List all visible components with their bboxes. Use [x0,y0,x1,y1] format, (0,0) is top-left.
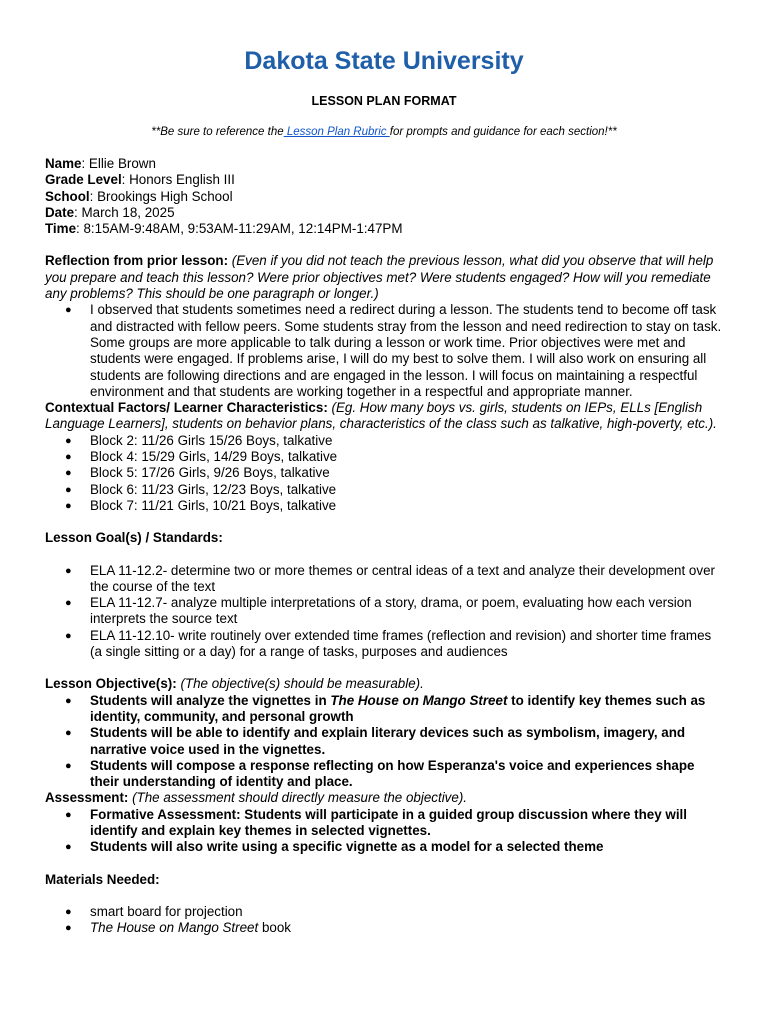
bullet-icon: ● [65,727,72,740]
goal-text: ELA 11-12.2- determine two or more themes or central ideas of a text and analyze their development over the course of the text [90,562,715,594]
material-text: smart board for projection [90,903,243,919]
objectives-prompt: (The objective(s) should be measurable). [176,676,424,692]
list-item [45,628,725,661]
list-item [45,433,725,449]
objectives-heading-line [45,676,725,692]
reflection-heading-line [45,253,725,302]
notice-suffix: for prompts and guidance for each section!** [389,126,617,138]
assessment-list [45,807,725,856]
assessment-text: Formative Assessment: Students will participate in a guided group discussion where they will identify and explain key themes in selected vignettes. [90,806,688,838]
list-item [45,465,725,481]
list-item [45,725,725,758]
bullet-icon: ● [65,483,72,496]
list-item [45,758,725,791]
materials-heading-line [45,872,725,888]
bullet-icon: ● [65,922,72,935]
bullet-icon: ● [65,451,72,464]
objective-1-before: Students will analyze the vignettes in [90,692,331,708]
list-item [45,920,725,936]
time-label: Time [45,221,77,237]
assessment-prompt: (The assessment should directly measure the objective). [128,790,467,806]
date-label: Date [45,204,75,220]
time-line [45,221,725,237]
block-text: Block 7: 11/21 Girls, 10/21 Boys, talkative [90,497,337,513]
school-line [45,189,725,205]
goals-heading: Lesson Goal(s) / Standards: [45,530,223,546]
bullet-icon: ● [65,434,72,447]
date-value: : March 18, 2025 [74,204,175,220]
bullet-icon: ● [65,499,72,512]
grade-value: : Honors English III [121,172,235,188]
bullet-icon: ● [65,905,72,918]
reflection-prompt: (Even if you did not teach the previous lesson, what did you observe that will help you prepare and teach this lesson? Were prior objectives met? Were students engaged? How will you remediate any problems? This should be one paragraph or longer.) [45,253,714,302]
lesson-plan-rubric-link[interactable]: Lesson Plan Rubric [283,126,390,138]
time-value: : 8:15AM-9:48AM, 9:53AM-11:29AM, 12:14PM-1:47PM [76,221,403,237]
bullet-icon: ● [65,759,72,772]
bullet-icon: ● [65,808,72,821]
assessment-heading-line [45,790,725,806]
list-item [45,449,725,465]
reflection-heading: Reflection from prior lesson: [45,253,229,269]
bullet-icon: ● [65,629,72,642]
list-item [45,563,725,596]
name-value: : Ellie Brown [81,156,156,171]
goals-heading-line [45,530,725,546]
contextual-heading-line [45,400,725,433]
list-item [45,839,725,855]
bullet-icon: ● [65,564,72,577]
notice-prefix: **Be sure to reference the [151,126,284,138]
goal-text: ELA 11-12.7- analyze multiple interpretations of a story, drama, or poem, evaluating how each version interprets the source text [90,595,692,627]
grade-line [45,172,725,188]
bullet-icon: ● [65,597,72,610]
list-item [45,302,725,400]
goals-list [45,563,725,661]
objective-text [90,693,705,724]
goal-text: ELA 11-12.10- write routinely over extended time frames (reflection and revision) and shorter time frames (a single sitting or a day) for a range of tasks, purposes and audiences [90,627,712,660]
list-item [45,595,725,628]
reflection-body: I observed that students sometimes need a redirect during a lesson. The students tend to become off task and distracted with fellow peers. Some students stray from the lesson and need redirection to stay on task. Some groups are more applicable to talk during a lesson or work time. Prior objectives were met and students were engaged. If problems arise, I will do my best to solve them. I will also work on ensuring all students are following directions and are engaged in the lesson. I will focus on maintaining a respectful environment and that students are working together in a respectful and appropriate manner. [90,302,722,399]
list-item [45,807,725,840]
objective-text: Students will compose a response reflecting on how Esperanza's voice and experiences shape their understanding of identity and place. [90,757,695,790]
block-list [45,433,725,514]
objectives-heading: Lesson Objective(s): [45,676,177,692]
block-text: Block 2: 11/26 Girls 15/26 Boys, talkative [90,432,333,448]
bullet-icon: ● [65,467,72,480]
rubric-notice [0,125,768,140]
assessment-heading: Assessment: [45,790,129,806]
document-body [45,156,725,936]
name-label: Name [45,156,82,171]
block-text: Block 5: 17/26 Girls, 9/26 Boys, talkative [90,465,330,481]
university-title: Dakota State University [244,47,524,75]
reflection-list [45,302,725,400]
list-item [45,482,725,498]
block-text: Block 6: 11/23 Girls, 12/23 Boys, talkative [90,481,337,497]
objective-text: Students will be able to identify and explain literary devices such as symbolism, imagery, and narrative voice used in the vignettes. [90,725,686,757]
book-title: The House on Mango Street [330,692,508,708]
bullet-icon: ● [65,304,72,317]
contextual-prompt: (Eg. How many boys vs. girls, students on IEPs, ELLs [English Language Learners], students on behavior plans, characteristics of the class such as talkative, high-poverty, etc.). [45,400,717,432]
school-value: : Brookings High School [89,188,233,204]
contextual-heading: Contextual Factors/ Learner Characteristics: [45,400,328,416]
bullet-icon: ● [65,841,72,854]
book-title: The House on Mango Street [90,920,259,936]
objective-1-after: to identify key themes such as identity, community, and personal growth [90,692,706,724]
list-item [45,498,725,514]
list-item [45,693,725,726]
materials-heading: Materials Needed: [45,871,160,887]
objectives-list [45,693,725,791]
date-line [45,205,725,221]
format-title: LESSON PLAN FORMAT [311,94,457,108]
bullet-icon: ● [65,694,72,707]
school-label: School [45,188,90,204]
block-text: Block 4: 15/29 Girls, 14/29 Boys, talkative [90,449,338,465]
material-suffix: book [258,920,291,936]
assessment-text: Students will also write using a specific vignette as a model for a selected theme [90,839,604,855]
materials-list [45,904,725,937]
name-line [45,156,725,172]
list-item [45,904,725,920]
grade-label: Grade Level [45,172,122,188]
